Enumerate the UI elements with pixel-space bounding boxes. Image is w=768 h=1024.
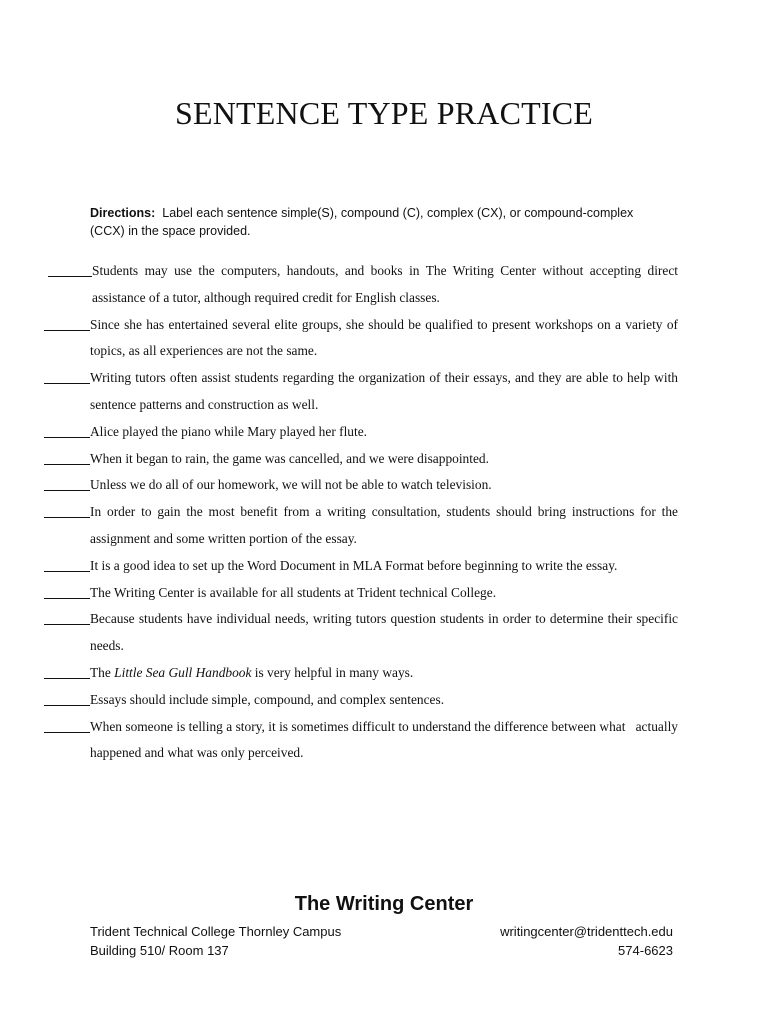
answer-blank[interactable] (44, 580, 90, 599)
sentence-text: In order to gain the most benefit from a writing consultation, students should bring instructions for the assignment and some written portion of the essay. (90, 504, 678, 546)
sentence-item (44, 660, 678, 687)
answer-blank[interactable] (44, 606, 90, 625)
sentence-text (90, 660, 678, 687)
sentence-text: When it began to rain, the game was cancelled, and we were disappointed. (90, 450, 489, 466)
page-title: SENTENCE TYPE PRACTICE (174, 95, 594, 131)
campus-name: Trident Technical College Thornley Campus (90, 924, 342, 939)
sentence-text: It is a good idea to set up the Word Document in MLA Format before beginning to write the essay. (90, 557, 618, 573)
sentence-item (44, 312, 678, 366)
directions-text: Label each sentence simple(S), compound (C), complex (CX), or compound-complex (CCX) in the space provided. (90, 206, 634, 238)
sentence-text: When someone is telling a story, it is sometimes difficult to understand the difference between what actually happened and what was only perceived. (90, 718, 682, 761)
contact-email: writingcenter@tridenttech.edu (500, 924, 673, 939)
sentence-item (44, 499, 678, 553)
answer-blank[interactable] (44, 660, 90, 679)
sentence-text: Because students have individual needs, writing tutors question students in order to determine their specific needs. (90, 611, 678, 654)
sentence-item (44, 553, 678, 580)
sentence-text: Alice played the piano while Mary played her flute. (90, 423, 368, 439)
sentence-item (44, 606, 678, 660)
room-location: Building 510/ Room 137 (90, 943, 229, 958)
answer-blank[interactable] (44, 312, 90, 331)
answer-blank[interactable] (44, 499, 90, 518)
directions (90, 204, 650, 240)
sentence-item (44, 580, 678, 607)
sentence-item (44, 714, 682, 768)
sentence-text: Unless we do all of our homework, we will not be able to watch television. (90, 477, 492, 493)
answer-blank[interactable] (44, 472, 90, 491)
sentence-item (44, 258, 678, 312)
answer-blank[interactable] (44, 687, 90, 706)
sentence-item (44, 446, 678, 473)
answer-blank[interactable] (48, 258, 92, 277)
sentence-item (44, 365, 678, 419)
sentence-text: Essays should include simple, compound, and complex sentences. (90, 691, 445, 707)
sentence-text: The Writing Center is available for all students at Trident technical College. (90, 584, 497, 600)
sentence-item (44, 687, 678, 714)
answer-blank[interactable] (44, 446, 90, 465)
sentence-text: Since she has entertained several elite groups, she should be qualified to present workshops on a variety of topics, as all experiences are not the same. (90, 316, 678, 359)
sentence-list (44, 258, 682, 767)
footer-location-row (90, 943, 675, 958)
answer-blank[interactable] (44, 714, 90, 733)
answer-blank[interactable] (44, 419, 90, 438)
sentence-text: Writing tutors often assist students regarding the organization of their essays, and they are able to help with sentence patterns and construction as well. (90, 370, 678, 412)
directions-label: Directions: (90, 206, 156, 220)
sentence-text-before: The (90, 664, 115, 680)
sentence-text-after: is very helpful in many ways. (251, 664, 414, 680)
writing-center-heading: The Writing Center (294, 893, 474, 915)
contact-phone: 574-6623 (618, 943, 673, 958)
book-title: Little Sea Gull Handbook (114, 664, 252, 680)
sentence-item (44, 472, 678, 499)
sentence-item (44, 419, 678, 446)
footer-contact-row (90, 924, 675, 939)
answer-blank[interactable] (44, 365, 90, 384)
answer-blank[interactable] (44, 553, 90, 572)
sentence-text: Students may use the computers, handouts, and books in The Writing Center without accepting direct assistance of a tutor, although required credit for English classes. (92, 263, 678, 305)
